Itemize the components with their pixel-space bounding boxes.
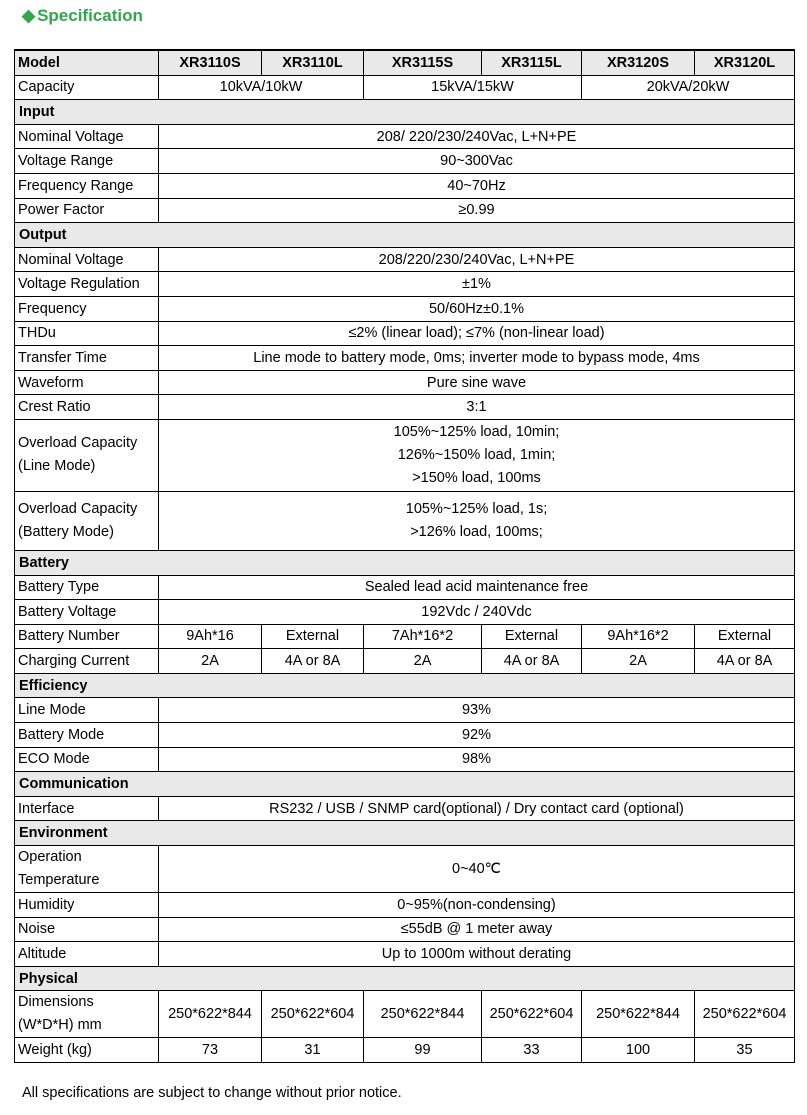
label-line: Operation xyxy=(18,849,82,866)
row-label: Crest Ratio xyxy=(15,395,159,420)
cell-value: External xyxy=(695,624,795,649)
header-model-6: XR3120L xyxy=(695,50,795,75)
row-value: 98% xyxy=(159,747,795,772)
label-line: Dimensions xyxy=(18,994,94,1011)
row-label: ECO Mode xyxy=(15,747,159,772)
overload-battery-value xyxy=(159,491,795,550)
cell-value: 9Ah*16 xyxy=(159,624,262,649)
cell-value: 33 xyxy=(482,1038,582,1063)
table-row xyxy=(15,395,795,420)
table-row xyxy=(15,173,795,198)
row-label: Altitude xyxy=(15,942,159,967)
row-value: Up to 1000m without derating xyxy=(159,942,795,967)
cell-value: 7Ah*16*2 xyxy=(364,624,482,649)
cell-value: 2A xyxy=(582,649,695,674)
table-row xyxy=(15,991,795,1038)
cell-value: 250*622*604 xyxy=(482,991,582,1038)
row-value: 208/220/230/240Vac, L+N+PE xyxy=(159,247,795,272)
cell-value: 250*622*604 xyxy=(262,991,364,1038)
label-line: Temperature xyxy=(18,872,100,889)
row-value: ±1% xyxy=(159,272,795,297)
table-header-row xyxy=(15,50,795,75)
value-line: 126%~150% load, 1min; xyxy=(397,446,556,463)
row-value: 40~70Hz xyxy=(159,173,795,198)
overload-battery-label xyxy=(15,491,159,550)
section-communication xyxy=(15,772,795,797)
row-value: 0~40℃ xyxy=(159,846,795,893)
table-row xyxy=(15,75,795,100)
value-line: >150% load, 100ms xyxy=(412,469,541,486)
cell-value: 2A xyxy=(159,649,262,674)
row-label: Battery Mode xyxy=(15,723,159,748)
row-value: 50/60Hz±0.1% xyxy=(159,296,795,321)
cell-value: 250*622*844 xyxy=(159,991,262,1038)
cell-value: 2A xyxy=(364,649,482,674)
row-label: Nominal Voltage xyxy=(15,247,159,272)
specification-table xyxy=(14,49,795,1063)
row-label: Frequency xyxy=(15,296,159,321)
row-label: Voltage Range xyxy=(15,149,159,174)
row-label: Weight (kg) xyxy=(15,1038,159,1063)
label-line: (Battery Mode) xyxy=(18,523,114,540)
table-row xyxy=(15,698,795,723)
table-row xyxy=(15,419,795,491)
capacity-value-10: 10kVA/10kW xyxy=(159,75,364,100)
overload-line-value xyxy=(159,419,795,491)
section-input xyxy=(15,100,795,125)
header-model-3: XR3115S xyxy=(364,50,482,75)
row-label: Battery Voltage xyxy=(15,600,159,625)
table-row xyxy=(15,346,795,371)
row-label: Battery Type xyxy=(15,575,159,600)
diamond-bullet-icon: ◆ xyxy=(22,6,36,25)
row-label: Waveform xyxy=(15,370,159,395)
table-row xyxy=(15,846,795,893)
value-line: 105%~125% load, 10min; xyxy=(393,423,560,440)
row-value: 192Vdc / 240Vdc xyxy=(159,600,795,625)
table-row xyxy=(15,723,795,748)
row-label: THDu xyxy=(15,321,159,346)
section-efficiency xyxy=(15,673,795,698)
table-row xyxy=(15,247,795,272)
header-model-label: Model xyxy=(15,50,159,75)
footnote: All specifications are subject to change without prior notice. xyxy=(22,1085,402,1101)
section-battery xyxy=(15,550,795,575)
table-row xyxy=(15,575,795,600)
table-row xyxy=(15,296,795,321)
row-value: ≥0.99 xyxy=(159,198,795,223)
cell-value: 9Ah*16*2 xyxy=(582,624,695,649)
row-value: Pure sine wave xyxy=(159,370,795,395)
row-label: Charging Current xyxy=(15,649,159,674)
cell-value: 4A or 8A xyxy=(482,649,582,674)
header-model-1: XR3110S xyxy=(159,50,262,75)
table-row xyxy=(15,747,795,772)
cell-value: 31 xyxy=(262,1038,364,1063)
page-title-text: Specification xyxy=(37,6,143,25)
table-row xyxy=(15,1038,795,1063)
overload-line-label xyxy=(15,419,159,491)
row-label: Voltage Regulation xyxy=(15,272,159,297)
row-value: 92% xyxy=(159,723,795,748)
cell-value: 99 xyxy=(364,1038,482,1063)
row-label: Nominal Voltage xyxy=(15,124,159,149)
table-row xyxy=(15,198,795,223)
row-value: 208/ 220/230/240Vac, L+N+PE xyxy=(159,124,795,149)
row-value: 93% xyxy=(159,698,795,723)
section-physical xyxy=(15,966,795,991)
row-label: Frequency Range xyxy=(15,173,159,198)
table-row xyxy=(15,124,795,149)
cell-value: External xyxy=(262,624,364,649)
row-value: Sealed lead acid maintenance free xyxy=(159,575,795,600)
row-value: 0~95%(non-condensing) xyxy=(159,893,795,918)
cell-value: 250*622*604 xyxy=(695,991,795,1038)
row-value: ≤2% (linear load); ≤7% (non-linear load) xyxy=(159,321,795,346)
section-title: Input xyxy=(15,100,795,125)
header-model-4: XR3115L xyxy=(482,50,582,75)
dimensions-label xyxy=(15,991,159,1038)
capacity-value-20: 20kVA/20kW xyxy=(582,75,795,100)
operation-temperature-label xyxy=(15,846,159,893)
cell-value: 4A or 8A xyxy=(262,649,364,674)
row-value: RS232 / USB / SNMP card(optional) / Dry contact card (optional) xyxy=(159,796,795,821)
table-row xyxy=(15,321,795,346)
section-title: Physical xyxy=(15,966,795,991)
table-row xyxy=(15,600,795,625)
row-value: Line mode to battery mode, 0ms; inverter mode to bypass mode, 4ms xyxy=(159,346,795,371)
row-label: Line Mode xyxy=(15,698,159,723)
value-line: >126% load, 100ms; xyxy=(410,523,543,540)
row-label: Humidity xyxy=(15,893,159,918)
row-value: 3:1 xyxy=(159,395,795,420)
table-row xyxy=(15,370,795,395)
table-row xyxy=(15,893,795,918)
cell-value: 250*622*844 xyxy=(364,991,482,1038)
cell-value: External xyxy=(482,624,582,649)
table-row xyxy=(15,649,795,674)
row-label: Battery Number xyxy=(15,624,159,649)
section-title: Communication xyxy=(15,772,795,797)
section-title: Environment xyxy=(15,821,795,846)
row-value: 90~300Vac xyxy=(159,149,795,174)
page-title xyxy=(22,6,143,26)
header-model-2: XR3110L xyxy=(262,50,364,75)
header-model-5: XR3120S xyxy=(582,50,695,75)
capacity-value-15: 15kVA/15kW xyxy=(364,75,582,100)
value-line: 105%~125% load, 1s; xyxy=(405,500,548,517)
table-row xyxy=(15,491,795,550)
table-row xyxy=(15,796,795,821)
table-row xyxy=(15,942,795,967)
section-title: Battery xyxy=(15,550,795,575)
label-line: (Line Mode) xyxy=(18,458,96,475)
capacity-label: Capacity xyxy=(15,75,159,100)
section-title: Efficiency xyxy=(15,673,795,698)
row-label: Interface xyxy=(15,796,159,821)
table-row xyxy=(15,917,795,942)
cell-value: 35 xyxy=(695,1038,795,1063)
row-label: Transfer Time xyxy=(15,346,159,371)
row-label: Power Factor xyxy=(15,198,159,223)
section-title: Output xyxy=(15,223,795,248)
section-environment xyxy=(15,821,795,846)
table-row xyxy=(15,624,795,649)
cell-value: 250*622*844 xyxy=(582,991,695,1038)
row-label: Noise xyxy=(15,917,159,942)
label-line: Overload Capacity xyxy=(18,500,138,517)
cell-value: 4A or 8A xyxy=(695,649,795,674)
cell-value: 100 xyxy=(582,1038,695,1063)
section-output xyxy=(15,223,795,248)
label-line: Overload Capacity xyxy=(18,435,138,452)
row-value: ≤55dB @ 1 meter away xyxy=(159,917,795,942)
table-row xyxy=(15,149,795,174)
label-line: (W*D*H) mm xyxy=(18,1017,102,1034)
table-row xyxy=(15,272,795,297)
cell-value: 73 xyxy=(159,1038,262,1063)
